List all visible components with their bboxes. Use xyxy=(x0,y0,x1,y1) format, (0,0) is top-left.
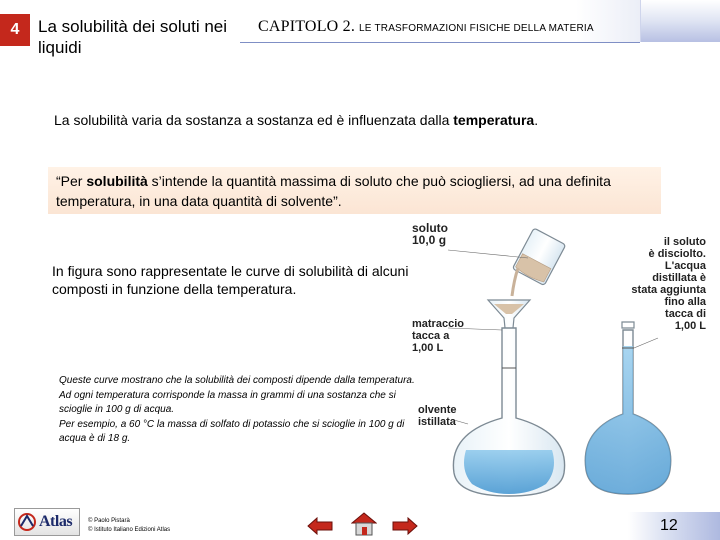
page-title-text: La solubilità dei soluti nei liquidi xyxy=(38,17,228,57)
solvent-label-line1: olvente xyxy=(418,404,457,416)
home-icon xyxy=(351,512,377,536)
page-number: 12 xyxy=(660,517,678,534)
flask-label-line1: matraccio xyxy=(412,318,464,330)
publisher-logo xyxy=(14,508,80,536)
dissolved-label-line2: è disciolto. xyxy=(648,248,706,260)
note-line3: Per esempio, a 60 °C la massa di solfato di potassio che si scioglie in 100 g di acqua è di 18 g. xyxy=(59,418,405,444)
credit-publisher: © Istituto Italiano Edizioni Atlas xyxy=(88,527,171,533)
right-arrow-icon xyxy=(392,517,418,535)
header-divider xyxy=(240,42,640,43)
intro-prefix: La solubilità varia da sostanza a sostanza ed è influenzata dalla xyxy=(54,112,454,128)
dissolved-label-line6: fino alla xyxy=(664,296,706,308)
solute-label-line1: soluto xyxy=(412,221,448,235)
solvent-label-line2: istillata xyxy=(418,416,456,428)
atlas-logo-icon xyxy=(18,512,36,532)
header-corner-decoration xyxy=(640,0,720,42)
page-number-box xyxy=(628,512,720,540)
dissolved-label-line1: il soluto xyxy=(663,236,706,248)
section-number-badge xyxy=(0,14,30,46)
dissolved-label-line7: tacca di xyxy=(665,308,706,320)
dissolved-label-line8: 1,00 L xyxy=(674,320,706,332)
left-arrow-icon xyxy=(307,517,333,535)
dissolved-label-line3: L'acqua xyxy=(664,260,706,272)
definition-bold: solubilità xyxy=(86,173,148,189)
previous-slide-button[interactable] xyxy=(306,514,334,538)
note-line2: Ad ogni temperatura corrisponde la massa in grammi di una sostanza che si scioglie in 100 g di acqua. xyxy=(59,389,396,415)
section-number: 4 xyxy=(10,21,20,38)
dissolved-label-line5: stata aggiunta xyxy=(631,284,706,296)
flask-label-line2: tacca a xyxy=(412,330,450,342)
chapter-subtitle: LE TRASFORMAZIONI FISICHE DELLA MATERIA xyxy=(359,23,594,34)
credit-author: © Paolo Pistarà xyxy=(88,518,130,524)
dissolved-label xyxy=(631,236,706,332)
solute-label-line2: 10,0 g xyxy=(412,233,447,247)
dissolution-illustration xyxy=(408,218,716,500)
definition-box xyxy=(48,167,661,214)
page-title xyxy=(38,16,238,58)
logo-text: Atlas xyxy=(39,513,73,530)
intro-bold: temperatura xyxy=(453,112,535,128)
pour-stream xyxy=(512,268,518,296)
definition-prefix: “Per xyxy=(56,173,87,189)
chapter-heading xyxy=(258,18,594,36)
intro-suffix: . xyxy=(534,112,539,128)
note-line1: Queste curve mostrano che la solubilità dei composti dipende dalla temperatura. xyxy=(59,375,415,386)
home-button[interactable] xyxy=(350,512,378,536)
next-slide-button[interactable] xyxy=(391,514,419,538)
chapter-label: CAPITOLO 2. xyxy=(258,18,356,35)
figure-description: In figura sono rappresentate le curve di solubilità di alcuni composti in funzione della temperatura. xyxy=(52,263,409,297)
volumetric-flask-right xyxy=(585,322,670,494)
definition-suffix: s’intende la quantità massima di soluto che può sciogliersi, ad una definita temperatura, in una data quantità di solvente”. xyxy=(56,173,611,209)
credits xyxy=(88,517,170,535)
beaker xyxy=(512,228,565,286)
flask-label xyxy=(412,318,464,354)
flask-label-line3: 1,00 L xyxy=(412,342,444,354)
solute-label xyxy=(412,222,448,246)
explanatory-note xyxy=(59,374,419,447)
dissolved-label-line4: distillata è xyxy=(652,272,706,284)
solvent-label xyxy=(418,404,457,428)
intro-paragraph xyxy=(54,112,538,128)
